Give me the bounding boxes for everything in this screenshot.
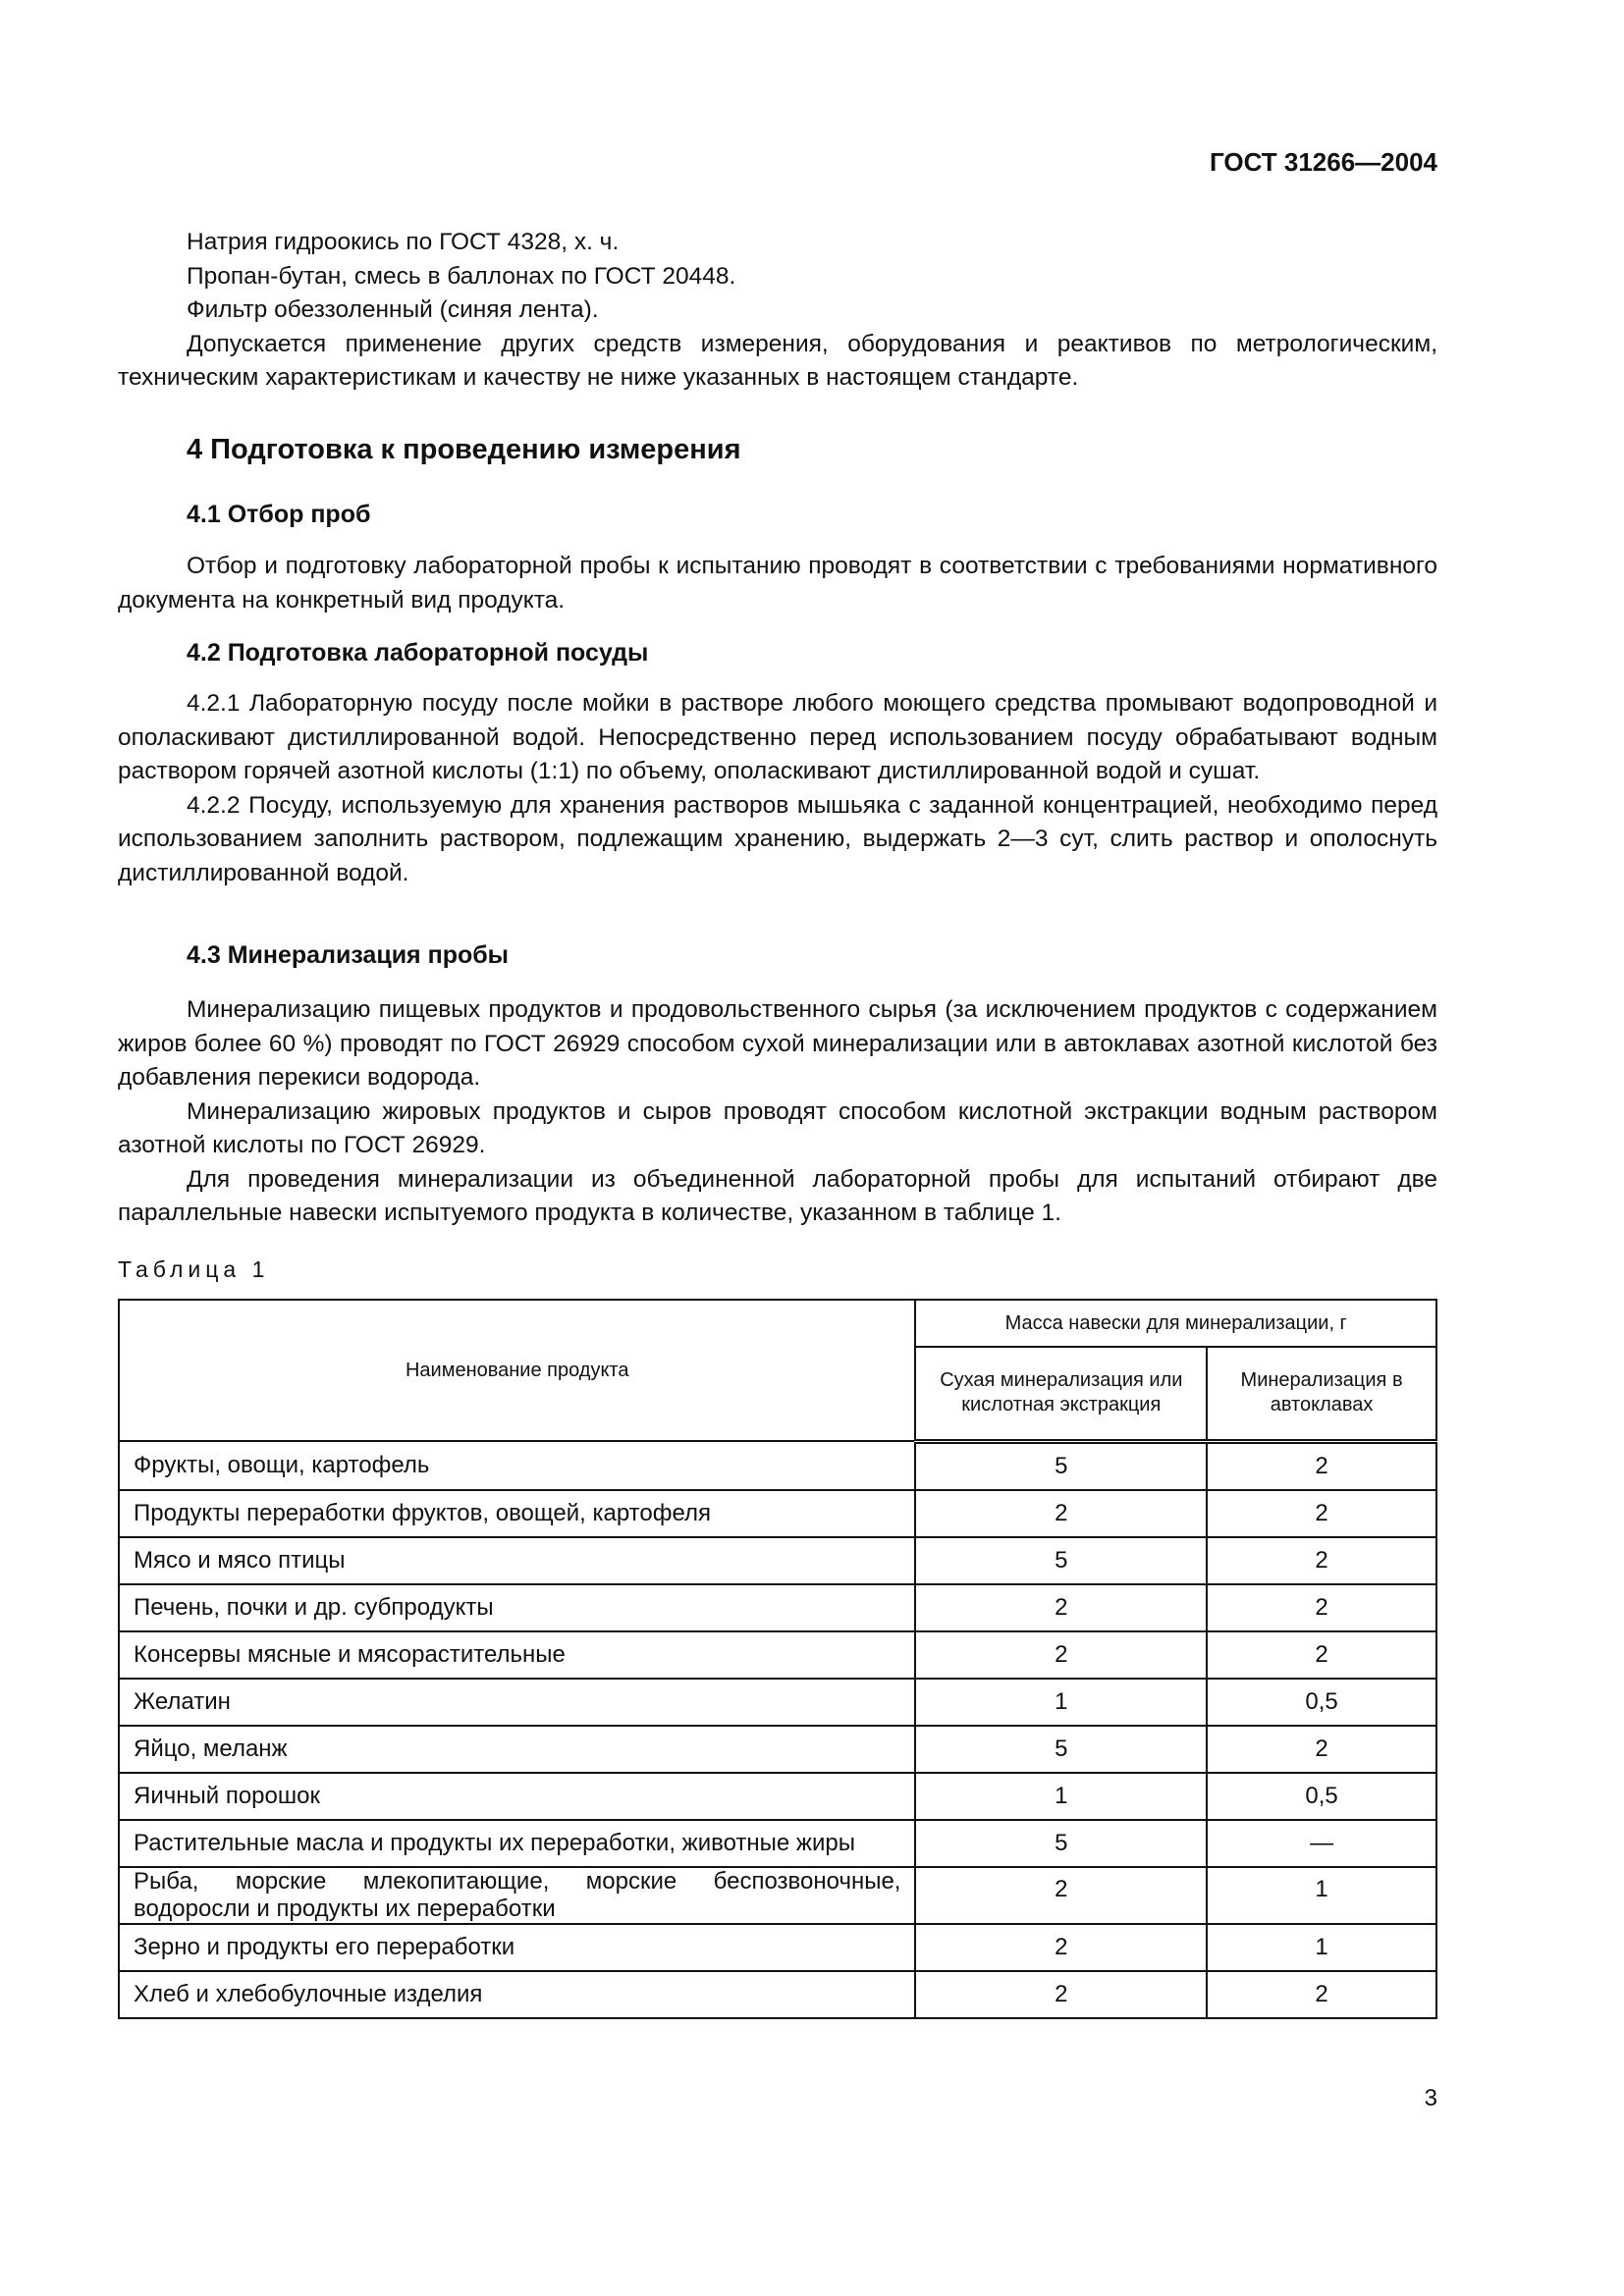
- dry-mass-cell: 2: [915, 1631, 1207, 1679]
- table-caption: Таблица 1: [118, 1256, 270, 1282]
- section-4-3-text: [118, 993, 1437, 1231]
- autoclave-mass-cell: —: [1207, 1820, 1436, 1867]
- product-name-cell: Консервы мясные и мясорастительные: [119, 1631, 915, 1679]
- dry-mass-cell: 2: [915, 1490, 1207, 1537]
- autoclave-mass-cell: 0,5: [1207, 1679, 1436, 1726]
- product-name-cell: Фрукты, овощи, картофель: [119, 1441, 915, 1490]
- header-dry-mineralization: Сухая минерализация или кислотная экстракция: [915, 1347, 1207, 1441]
- autoclave-mass-cell: 2: [1207, 1490, 1436, 1537]
- product-name-cell: Растительные масла и продукты их переработки, животные жиры: [119, 1820, 915, 1867]
- autoclave-mass-cell: 2: [1207, 1584, 1436, 1631]
- paragraph: Фильтр обеззоленный (синяя лента).: [187, 296, 599, 323]
- paragraph: 4.2.2 Посуду, используемую для хранения растворов мышьяка с заданной концентрацией, необходимо перед использованием заполнить раствором, подлежащим хранению, выдержать 2—3 сут, слить раствор и ополоснуть дистиллированной водой.: [118, 791, 1437, 886]
- paragraph: Минерализацию жировых продуктов и сыров проводят способом кислотной экстракции водным раствором азотной кислоты по ГОСТ 26929.: [118, 1097, 1437, 1158]
- header-product-name: Наименование продукта: [119, 1300, 915, 1441]
- product-name-cell: Зерно и продукты его переработки: [119, 1924, 915, 1971]
- table-row: [119, 1537, 1436, 1584]
- sample-mass-table: [118, 1299, 1437, 2019]
- table-row: [119, 1726, 1436, 1773]
- dry-mass-cell: 5: [915, 1726, 1207, 1773]
- section-4-1-text: [118, 550, 1437, 617]
- page-number: 3: [1424, 2085, 1437, 2111]
- paragraph: Минерализацию пищевых продуктов и продовольственного сырья (за исключением продуктов с содержанием жиров более 60 %) проводят по ГОСТ 26929 способом сухой минерализации или в автоклавах азотной кислотой без добавления перекиси водорода.: [118, 996, 1437, 1091]
- dry-mass-cell: 1: [915, 1679, 1207, 1726]
- section-4-2-text: [118, 687, 1437, 890]
- autoclave-mass-cell: 2: [1207, 1631, 1436, 1679]
- autoclave-mass-cell: 0,5: [1207, 1773, 1436, 1820]
- table-row: [119, 1631, 1436, 1679]
- table-row: [119, 1490, 1436, 1537]
- dry-mass-cell: 5: [915, 1820, 1207, 1867]
- product-name-cell: Продукты переработки фруктов, овощей, картофеля: [119, 1490, 915, 1537]
- table-row: [119, 1971, 1436, 2018]
- section-4-2-heading: 4.2 Подготовка лабораторной посуды: [187, 639, 649, 667]
- paragraph: Отбор и подготовку лабораторной пробы к испытанию проводят в соответствии с требованиями нормативного документа на конкретный вид продукта.: [118, 553, 1437, 614]
- paragraph: 4.2.1 Лабораторную посуду после мойки в растворе любого моющего средства промывают водопроводной и ополаскивают дистиллированной водой. Непосредственно перед использованием посуду обрабатывают водным раствором горячей азотной кислоты (1:1) по объему, ополаскивают дистиллированной водой и сушат.: [118, 690, 1437, 784]
- autoclave-mass-cell: 2: [1207, 1971, 1436, 2018]
- autoclave-mass-cell: 1: [1207, 1924, 1436, 1971]
- product-name-cell: Печень, почки и др. субпродукты: [119, 1584, 915, 1631]
- table-row: [119, 1584, 1436, 1631]
- product-name-cell: Мясо и мясо птицы: [119, 1537, 915, 1584]
- autoclave-mass-cell: 2: [1207, 1537, 1436, 1584]
- dry-mass-cell: 2: [915, 1971, 1207, 2018]
- product-name-cell: Яичный порошок: [119, 1773, 915, 1820]
- document-header: ГОСТ 31266—2004: [1210, 147, 1437, 177]
- dry-mass-cell: 5: [915, 1537, 1207, 1584]
- product-name-cell: Яйцо, меланж: [119, 1726, 915, 1773]
- table-row: [119, 1820, 1436, 1867]
- section-4-1-heading: 4.1 Отбор проб: [187, 501, 371, 528]
- paragraph: Допускается применение других средств измерения, оборудования и реактивов по метрологическим, техническим характеристикам и качеству не ниже указанных в настоящем стандарте.: [118, 330, 1437, 391]
- table-row: [119, 1924, 1436, 1971]
- table-row: [119, 1773, 1436, 1820]
- section-4-heading: 4 Подготовка к проведению измерения: [187, 434, 741, 465]
- header-sample-mass: Масса навески для минерализации, г: [915, 1300, 1436, 1347]
- table-row: [119, 1867, 1436, 1924]
- paragraph: Натрия гидроокись по ГОСТ 4328, х. ч.: [187, 229, 620, 255]
- autoclave-mass-cell: 2: [1207, 1441, 1436, 1490]
- section-4-3-heading: 4.3 Минерализация пробы: [187, 941, 510, 969]
- paragraph: Для проведения минерализации из объединенной лабораторной пробы для испытаний отбирают две параллельные навески испытуемого продукта в количестве, указанном в таблице 1.: [118, 1165, 1437, 1226]
- header-autoclave-mineralization: Минерализация в автоклавах: [1207, 1347, 1436, 1441]
- table-row: [119, 1441, 1436, 1490]
- product-name-cell: Рыба, морские млекопитающие, морские беспозвоночные, водоросли и продукты их переработки: [119, 1867, 915, 1924]
- intro-paragraphs: [118, 226, 1437, 396]
- autoclave-mass-cell: 1: [1207, 1867, 1436, 1924]
- dry-mass-cell: 2: [915, 1867, 1207, 1924]
- product-name-cell: Хлеб и хлебобулочные изделия: [119, 1971, 915, 2018]
- product-name-cell: Желатин: [119, 1679, 915, 1726]
- dry-mass-cell: 5: [915, 1441, 1207, 1490]
- paragraph: Пропан-бутан, смесь в баллонах по ГОСТ 20448.: [187, 262, 736, 290]
- dry-mass-cell: 1: [915, 1773, 1207, 1820]
- dry-mass-cell: 2: [915, 1584, 1207, 1631]
- autoclave-mass-cell: 2: [1207, 1726, 1436, 1773]
- dry-mass-cell: 2: [915, 1924, 1207, 1971]
- table-row: [119, 1679, 1436, 1726]
